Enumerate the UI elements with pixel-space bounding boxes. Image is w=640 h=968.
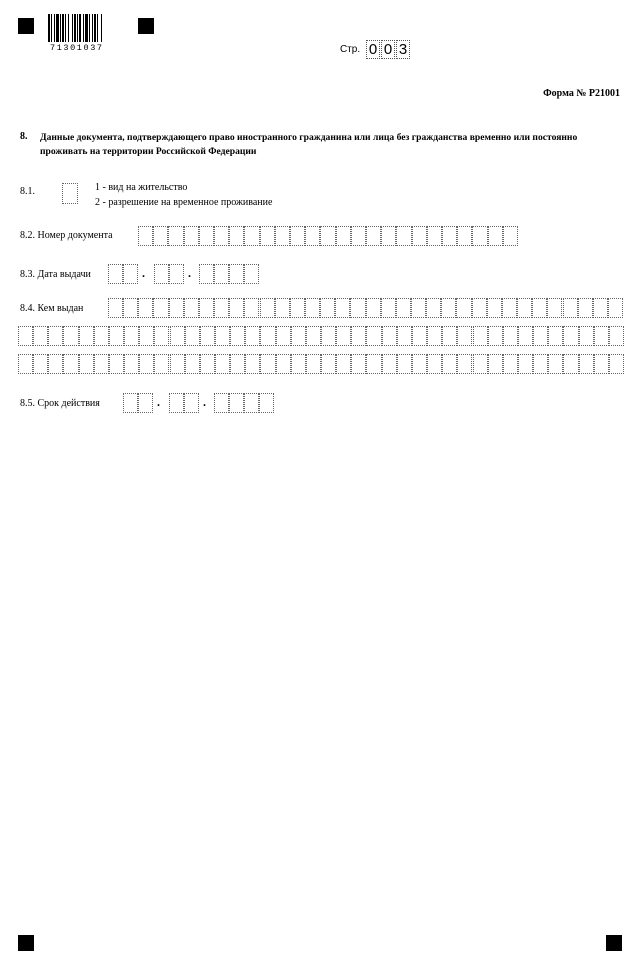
issued-by-row-3-cell[interactable]	[170, 354, 185, 374]
issued-by-row-3-cell[interactable]	[457, 354, 472, 374]
document-number-cell[interactable]	[168, 226, 183, 246]
issued-by-row-2-cell[interactable]	[321, 326, 336, 346]
issued-by-row-1-cell[interactable]	[502, 298, 517, 318]
issued-by-row-3-cell[interactable]	[230, 354, 245, 374]
issued-by-row-3-cell[interactable]	[609, 354, 624, 374]
issued-by-row-3-cell[interactable]	[276, 354, 291, 374]
issued-by-row-1-cell[interactable]	[456, 298, 471, 318]
validity-month-cell[interactable]	[184, 393, 199, 413]
issued-by-row-3-cell[interactable]	[336, 354, 351, 374]
document-number-cell[interactable]	[336, 226, 351, 246]
issued-by-row-1-cell[interactable]	[320, 298, 335, 318]
validity-year-cell[interactable]	[229, 393, 244, 413]
document-number-cell[interactable]	[153, 226, 168, 246]
issued-by-row-2-cell[interactable]	[579, 326, 594, 346]
document-number-cell[interactable]	[503, 226, 518, 246]
issue-day-cell[interactable]	[123, 264, 138, 284]
issued-by-row-3-cell[interactable]	[63, 354, 78, 374]
document-number-cell[interactable]	[472, 226, 487, 246]
document-number-cell[interactable]	[427, 226, 442, 246]
field-8-1-label: 8.1.	[20, 186, 35, 197]
validity-day-cell[interactable]	[138, 393, 153, 413]
issued-by-row-3-cell[interactable]	[533, 354, 548, 374]
issued-by-row-1-cell[interactable]	[335, 298, 350, 318]
issued-by-row-2-cell[interactable]	[291, 326, 306, 346]
issued-by-row-3-cell[interactable]	[33, 354, 48, 374]
document-number-cell[interactable]	[275, 226, 290, 246]
issue-date-separator-1: .	[142, 266, 145, 280]
issued-by-row-3-cell[interactable]	[594, 354, 609, 374]
issued-by-row-1-cell[interactable]	[214, 298, 229, 318]
issued-by-row-2-cell[interactable]	[548, 326, 563, 346]
page-number-digit-3: 3	[396, 40, 410, 59]
validity-year-cell[interactable]	[244, 393, 259, 413]
document-number-cell[interactable]	[305, 226, 320, 246]
issue-month-cell[interactable]	[154, 264, 169, 284]
issued-by-row-2-cell[interactable]	[79, 326, 94, 346]
issued-by-row-1-cell[interactable]	[290, 298, 305, 318]
issued-by-row-2-cell[interactable]	[366, 326, 381, 346]
issued-by-row-2-cell[interactable]	[594, 326, 609, 346]
issued-by-row-2-cell[interactable]	[124, 326, 139, 346]
issue-date-separator-2: .	[188, 266, 191, 280]
validity-year-cell[interactable]	[214, 393, 229, 413]
issue-month-cell[interactable]	[169, 264, 184, 284]
issued-by-row-3-cell[interactable]	[397, 354, 412, 374]
page-number-digit-2: 0	[381, 40, 395, 59]
issued-by-row-3-cell[interactable]	[139, 354, 154, 374]
issued-by-row-2-cell[interactable]	[473, 326, 488, 346]
issued-by-row-1-cell[interactable]	[381, 298, 396, 318]
document-number-cell[interactable]	[366, 226, 381, 246]
issued-by-row-2-cell[interactable]	[276, 326, 291, 346]
issued-by-row-2-cell[interactable]	[230, 326, 245, 346]
issued-by-row-2-cell[interactable]	[215, 326, 230, 346]
issued-by-row-2-cell[interactable]	[109, 326, 124, 346]
issued-by-row-3-cell[interactable]	[260, 354, 275, 374]
registration-marker-bottom-left	[18, 935, 34, 951]
issued-by-row-3-cell[interactable]	[412, 354, 427, 374]
issued-by-row-1-cell[interactable]	[229, 298, 244, 318]
issued-by-row-3-cell[interactable]	[215, 354, 230, 374]
document-type-input[interactable]	[62, 183, 78, 204]
issued-by-row-3-cell[interactable]	[291, 354, 306, 374]
issued-by-row-3-cell[interactable]	[321, 354, 336, 374]
document-number-cell[interactable]	[290, 226, 305, 246]
issued-by-row-3-cell[interactable]	[427, 354, 442, 374]
issue-year-cell[interactable]	[199, 264, 214, 284]
issue-year-cell[interactable]	[244, 264, 259, 284]
issued-by-row-2-cell[interactable]	[351, 326, 366, 346]
issue-day-cell[interactable]	[108, 264, 123, 284]
issued-by-row-3-cell[interactable]	[442, 354, 457, 374]
form-id: Форма № Р21001	[543, 88, 620, 99]
document-number-cell[interactable]	[260, 226, 275, 246]
issued-by-row-3-cell[interactable]	[579, 354, 594, 374]
issued-by-row-2-cell[interactable]	[503, 326, 518, 346]
issued-by-row-1-cell[interactable]	[426, 298, 441, 318]
issued-by-row-3-cell[interactable]	[79, 354, 94, 374]
document-number-cell[interactable]	[199, 226, 214, 246]
option-temporary-residence: 2 - разрешение на временное проживание	[95, 197, 273, 208]
issued-by-row-2-cell[interactable]	[185, 326, 200, 346]
document-number-cell[interactable]	[488, 226, 503, 246]
issued-by-row-2-cell[interactable]	[260, 326, 275, 346]
issued-by-row-3-cell[interactable]	[473, 354, 488, 374]
validity-day-cell[interactable]	[123, 393, 138, 413]
document-number-cell[interactable]	[229, 226, 244, 246]
issued-by-row-3-cell[interactable]	[488, 354, 503, 374]
issued-by-row-1-cell[interactable]	[472, 298, 487, 318]
issued-by-row-3-cell[interactable]	[306, 354, 321, 374]
document-number-cell[interactable]	[214, 226, 229, 246]
page-label: Стр.	[340, 44, 361, 55]
registration-marker-top-right	[138, 18, 154, 34]
issued-by-row-2-cell[interactable]	[33, 326, 48, 346]
issued-by-row-3-cell[interactable]	[48, 354, 63, 374]
barcode-digits: 71301037	[50, 43, 104, 53]
issued-by-row-1-cell[interactable]	[532, 298, 547, 318]
issued-by-row-1-cell[interactable]	[411, 298, 426, 318]
issued-by-row-1-cell[interactable]	[608, 298, 623, 318]
issued-by-row-2-cell[interactable]	[397, 326, 412, 346]
issued-by-row-1-cell[interactable]	[138, 298, 153, 318]
issued-by-row-2-cell[interactable]	[63, 326, 78, 346]
issued-by-row-3-cell[interactable]	[366, 354, 381, 374]
option-residence-permit: 1 - вид на жительство	[95, 182, 188, 193]
document-number-cell[interactable]	[138, 226, 153, 246]
issue-year-cell[interactable]	[229, 264, 244, 284]
document-number-cell[interactable]	[457, 226, 472, 246]
issued-by-row-2-cell[interactable]	[488, 326, 503, 346]
field-8-3-label: 8.3. Дата выдачи	[20, 269, 91, 280]
issued-by-row-2-cell[interactable]	[170, 326, 185, 346]
issued-by-row-3-cell[interactable]	[154, 354, 169, 374]
issued-by-row-1-cell[interactable]	[563, 298, 578, 318]
barcode	[48, 14, 124, 56]
issued-by-row-1-cell[interactable]	[169, 298, 184, 318]
issued-by-row-3-cell[interactable]	[382, 354, 397, 374]
registration-marker-top-left	[18, 18, 34, 34]
issued-by-row-3-cell[interactable]	[518, 354, 533, 374]
issued-by-row-2-cell[interactable]	[533, 326, 548, 346]
validity-date-separator-1: .	[157, 395, 160, 409]
issued-by-row-1-cell[interactable]	[396, 298, 411, 318]
issued-by-row-3-cell[interactable]	[351, 354, 366, 374]
issued-by-row-3-cell[interactable]	[503, 354, 518, 374]
issued-by-row-3-cell[interactable]	[563, 354, 578, 374]
issued-by-row-1-cell[interactable]	[275, 298, 290, 318]
registration-marker-bottom-right	[606, 935, 622, 951]
field-8-2-label: 8.2. Номер документа	[20, 230, 113, 241]
issued-by-row-2-cell[interactable]	[336, 326, 351, 346]
document-number-cell[interactable]	[412, 226, 427, 246]
issued-by-row-2-cell[interactable]	[154, 326, 169, 346]
issue-year-cell[interactable]	[214, 264, 229, 284]
issued-by-row-2-cell[interactable]	[563, 326, 578, 346]
issued-by-row-1-cell[interactable]	[547, 298, 562, 318]
issued-by-row-3-cell[interactable]	[18, 354, 33, 374]
barcode-bars	[48, 14, 124, 42]
page-number-digit-1: 0	[366, 40, 380, 59]
issued-by-row-3-cell[interactable]	[109, 354, 124, 374]
document-number-cell[interactable]	[396, 226, 411, 246]
document-number-cell[interactable]	[320, 226, 335, 246]
issued-by-row-1-cell[interactable]	[366, 298, 381, 318]
issued-by-row-2-cell[interactable]	[442, 326, 457, 346]
validity-date-separator-2: .	[203, 395, 206, 409]
issued-by-row-3-cell[interactable]	[245, 354, 260, 374]
issued-by-row-3-cell[interactable]	[94, 354, 109, 374]
issued-by-row-1-cell[interactable]	[593, 298, 608, 318]
issued-by-row-1-cell[interactable]	[441, 298, 456, 318]
issued-by-row-1-cell[interactable]	[199, 298, 214, 318]
issued-by-row-1-cell[interactable]	[305, 298, 320, 318]
issued-by-row-2-cell[interactable]	[48, 326, 63, 346]
validity-month-cell[interactable]	[169, 393, 184, 413]
document-number-cell[interactable]	[381, 226, 396, 246]
section-number: 8.	[20, 131, 28, 142]
issued-by-row-2-cell[interactable]	[518, 326, 533, 346]
issued-by-row-3-cell[interactable]	[124, 354, 139, 374]
issued-by-row-1-cell[interactable]	[244, 298, 259, 318]
issued-by-row-2-cell[interactable]	[457, 326, 472, 346]
field-8-5-label: 8.5. Срок действия	[20, 398, 100, 409]
section-title: Данные документа, подтверждающего право иностранного гражданина или лица без гражданства временно или постоянно проживать на территории Российской Федерации	[40, 132, 578, 157]
issued-by-row-1-cell[interactable]	[517, 298, 532, 318]
issued-by-row-2-cell[interactable]	[200, 326, 215, 346]
issued-by-row-1-cell[interactable]	[350, 298, 365, 318]
issued-by-row-1-cell[interactable]	[184, 298, 199, 318]
issued-by-row-1-cell[interactable]	[123, 298, 138, 318]
issued-by-row-1-cell[interactable]	[108, 298, 123, 318]
issued-by-row-2-cell[interactable]	[412, 326, 427, 346]
document-number-cell[interactable]	[442, 226, 457, 246]
issued-by-row-2-cell[interactable]	[609, 326, 624, 346]
issued-by-row-2-cell[interactable]	[94, 326, 109, 346]
issued-by-row-1-cell[interactable]	[487, 298, 502, 318]
issued-by-row-2-cell[interactable]	[245, 326, 260, 346]
issued-by-row-2-cell[interactable]	[139, 326, 154, 346]
issued-by-row-2-cell[interactable]	[382, 326, 397, 346]
issued-by-row-2-cell[interactable]	[306, 326, 321, 346]
document-number-cell[interactable]	[184, 226, 199, 246]
issued-by-row-1-cell[interactable]	[578, 298, 593, 318]
document-number-cell[interactable]	[351, 226, 366, 246]
issued-by-row-2-cell[interactable]	[18, 326, 33, 346]
validity-year-cell[interactable]	[259, 393, 274, 413]
issued-by-row-3-cell[interactable]	[185, 354, 200, 374]
issued-by-row-1-cell[interactable]	[260, 298, 275, 318]
issued-by-row-1-cell[interactable]	[153, 298, 168, 318]
issued-by-row-2-cell[interactable]	[427, 326, 442, 346]
issued-by-row-3-cell[interactable]	[200, 354, 215, 374]
issued-by-row-3-cell[interactable]	[548, 354, 563, 374]
document-number-cell[interactable]	[244, 226, 259, 246]
field-8-4-label: 8.4. Кем выдан	[20, 303, 84, 314]
